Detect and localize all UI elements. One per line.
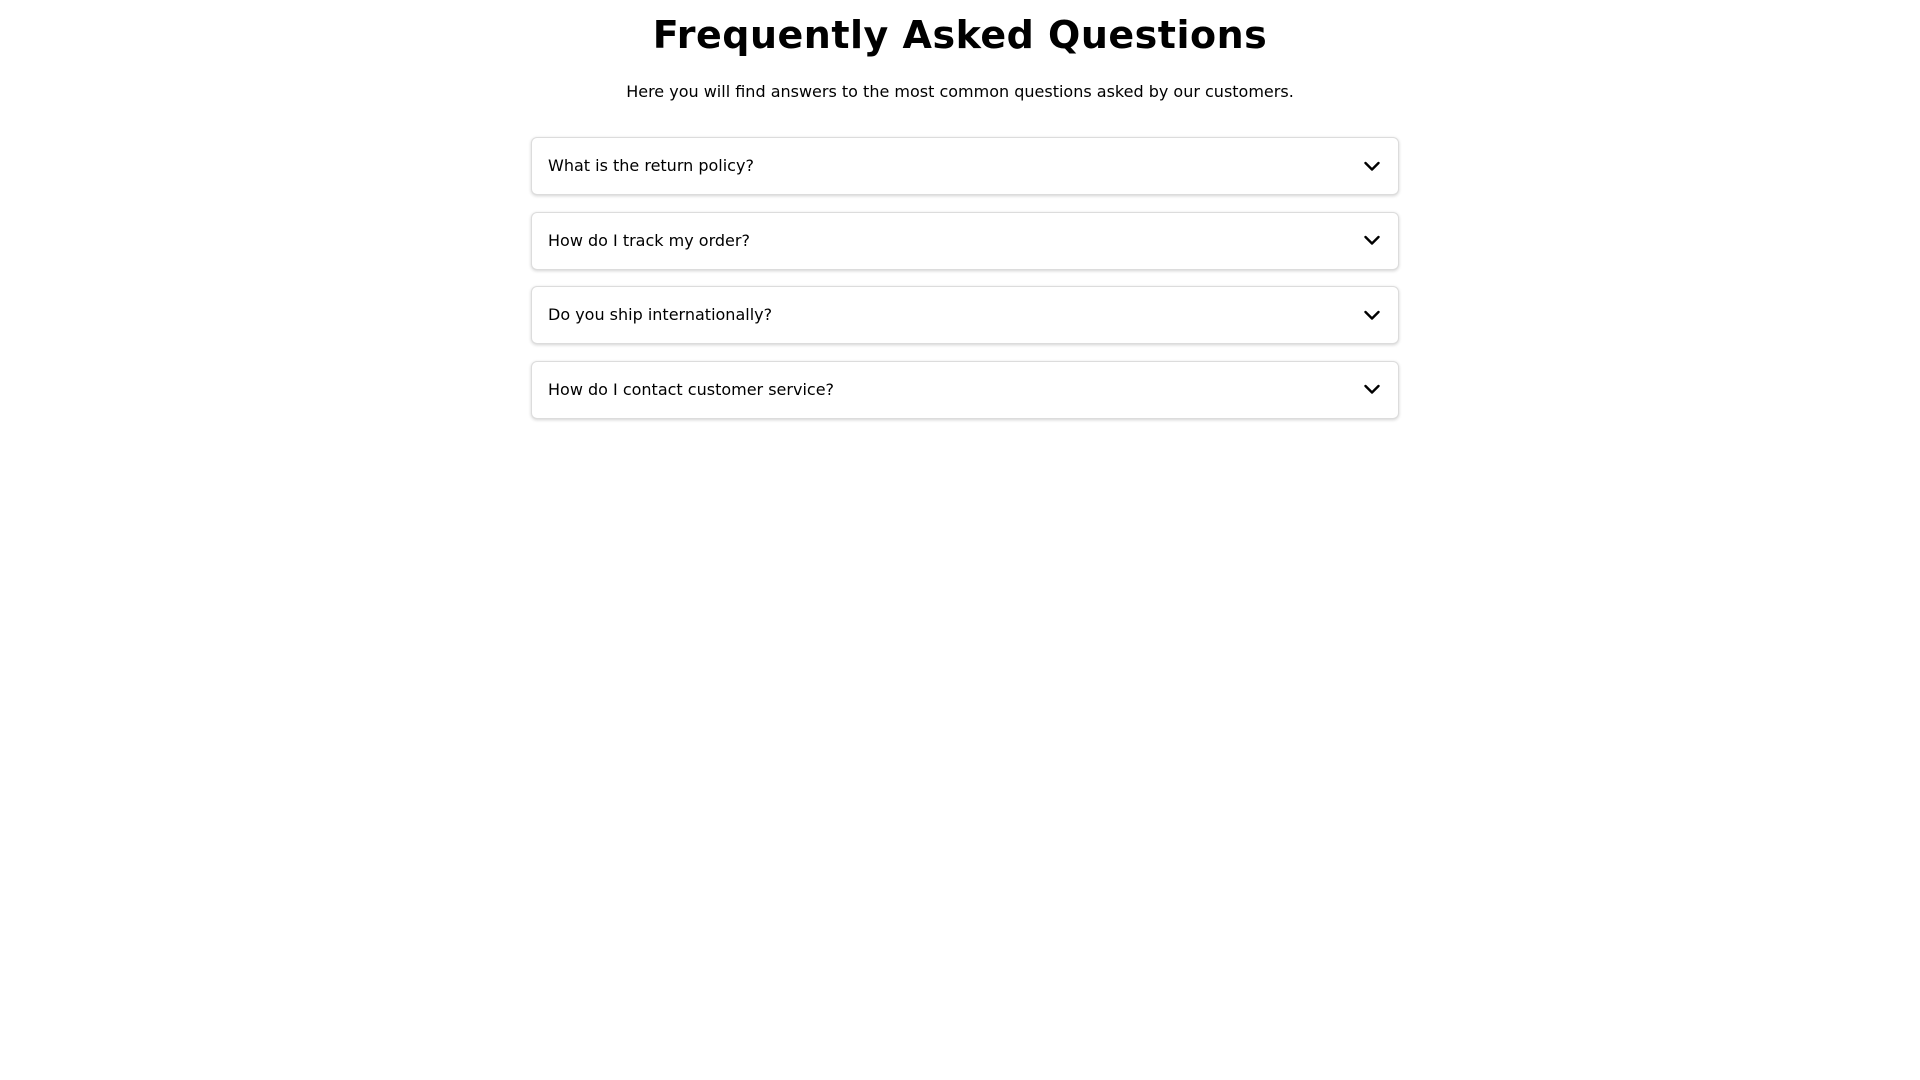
chevron-down-icon[interactable] [1362, 156, 1382, 176]
chevron-down-icon[interactable] [1362, 305, 1382, 325]
faq-question: Do you ship internationally? [548, 305, 773, 324]
faq-question: What is the return policy? [548, 156, 754, 175]
page-subtitle: Here you will find answers to the most common questions asked by our customers. [626, 82, 1294, 101]
chevron-down-icon[interactable] [1362, 380, 1382, 400]
faq-list [531, 137, 1399, 435]
faq-item-international-shipping[interactable] [531, 286, 1399, 344]
chevron-down-icon[interactable] [1362, 231, 1382, 251]
faq-item-contact-customer-service[interactable] [531, 361, 1399, 419]
faq-question: How do I contact customer service? [548, 379, 835, 399]
faq-item-track-order[interactable] [531, 212, 1399, 270]
faq-item-return-policy[interactable] [531, 137, 1399, 195]
page-title: Frequently Asked Questions [652, 13, 1268, 57]
faq-question: How do I track my order? [548, 230, 750, 250]
